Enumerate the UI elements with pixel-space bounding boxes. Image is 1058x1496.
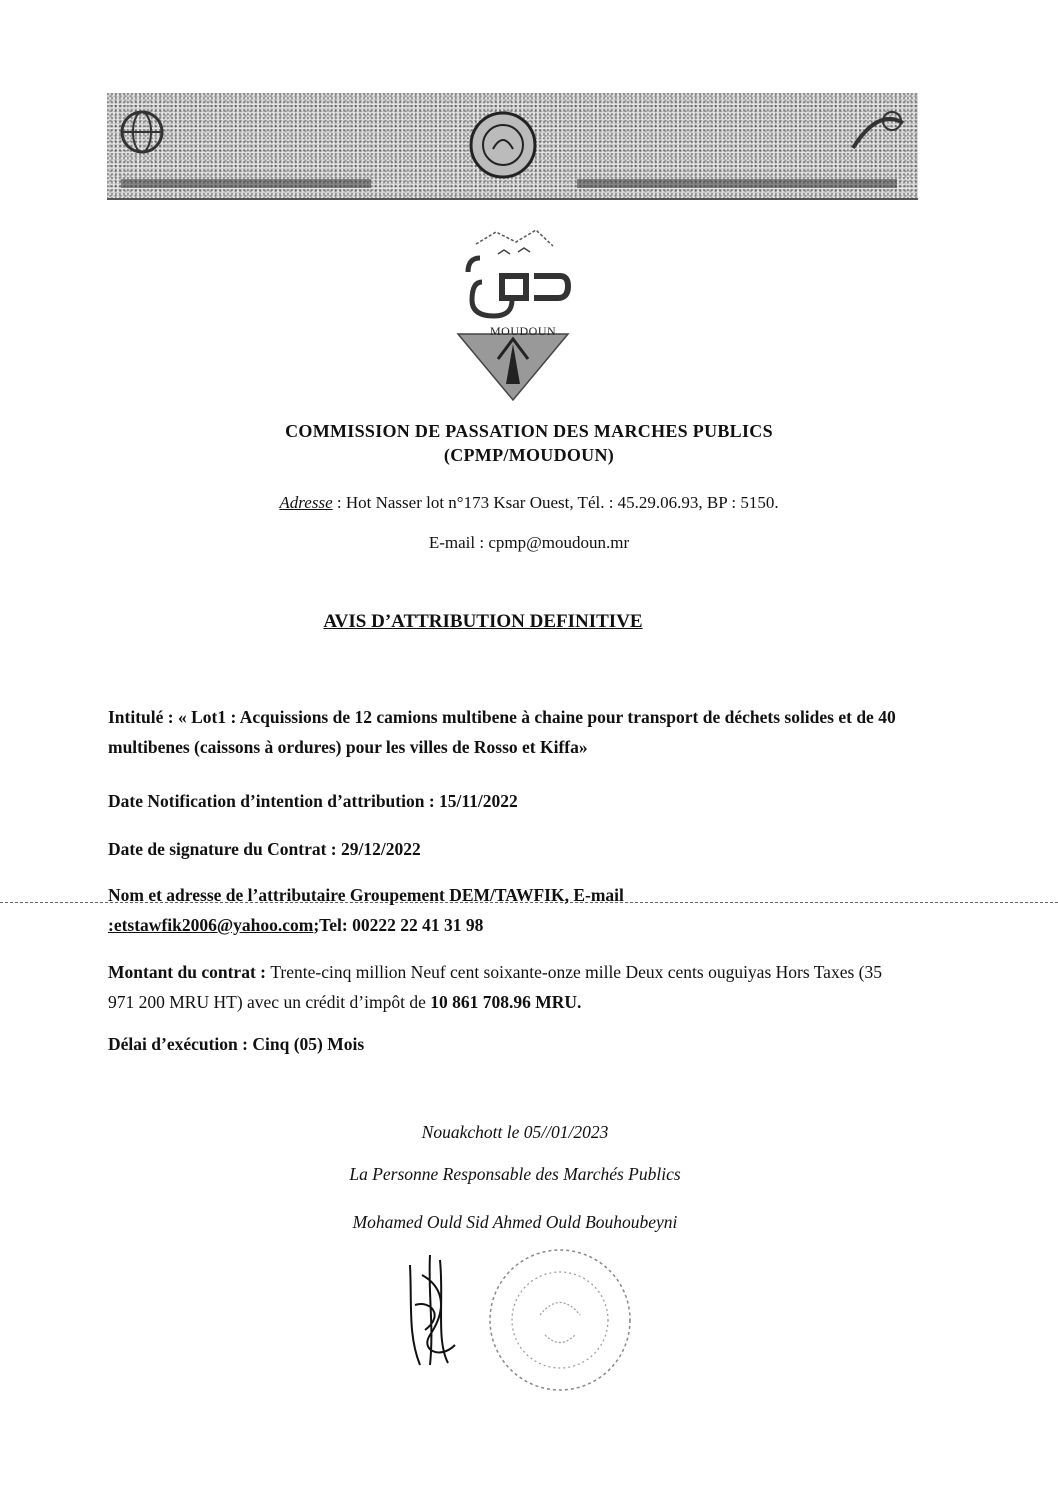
signatory-name: Mohamed Ould Sid Ahmed Ould Bouhoubeyni bbox=[352, 1212, 678, 1232]
official-stamp-icon bbox=[470, 1240, 650, 1400]
logo-caption: MOUDOUN bbox=[490, 324, 557, 338]
montant-text: Trente-cinq million Neuf cent soixante-onze mille Deux cents ouguiyas Hors Taxes (35 971 200 MRU HT) avec un crédit d’impôt de bbox=[108, 962, 882, 1012]
montant-paragraph bbox=[108, 957, 908, 1017]
emblem-seal-icon bbox=[467, 109, 539, 181]
organization-title bbox=[0, 419, 1058, 467]
address-line bbox=[0, 493, 1058, 513]
attributaire-phone: ;Tel: 00222 22 41 31 98 bbox=[313, 915, 484, 935]
intitule-paragraph: Intitulé : « Lot1 : Acquissions de 12 camions multibene à chaine pour transport de déchets solides et de 40 multibenes (caissons à ordures) pour les villes de Rosso et Kiffa» bbox=[108, 707, 896, 757]
address-text: : Hot Nasser lot n°173 Ksar Ouest, Tél. : 45.29.06.93, BP : 5150. bbox=[332, 493, 779, 512]
banner-caption-left bbox=[121, 179, 371, 188]
header-banner bbox=[107, 93, 918, 200]
attributaire-email[interactable]: :etstawfik2006@yahoo.com bbox=[108, 915, 314, 935]
email-line: E-mail : cpmp@moudoun.mr bbox=[428, 533, 630, 552]
banner-caption-right bbox=[577, 179, 897, 188]
notice-title: AVIS D’ATTRIBUTION DEFINITIVE bbox=[323, 611, 643, 632]
org-title-line2: (CPMP/MOUDOUN) bbox=[443, 445, 615, 465]
montant-credit: 10 861 708.96 MRU. bbox=[430, 992, 582, 1012]
notification-date: Date Notification d’intention d’attribution : 15/11/2022 bbox=[108, 791, 518, 811]
montant-label: Montant du contrat : bbox=[108, 962, 271, 982]
globe-logo-icon bbox=[117, 107, 167, 157]
handwritten-signature-icon bbox=[400, 1245, 480, 1375]
contract-signature-date: Date de signature du Contrat : 29/12/2022 bbox=[108, 839, 421, 859]
org-title-line1: COMMISSION DE PASSATION DES MARCHES PUBLICS bbox=[285, 421, 773, 441]
place-date: Nouakchott le 05//01/2023 bbox=[421, 1122, 609, 1142]
moudoun-logo-icon bbox=[438, 224, 588, 404]
attributaire-paragraph bbox=[108, 880, 828, 940]
delai-execution: Délai d’exécution : Cinq (05) Mois bbox=[108, 1034, 365, 1054]
signatory-role: La Personne Responsable des Marchés Publics bbox=[349, 1164, 681, 1184]
attributaire-line1: Nom et adresse de l’attributaire Groupement DEM/TAWFIK, E-mail bbox=[108, 885, 624, 905]
anniversary-badge-icon bbox=[848, 103, 908, 153]
address-label: Adresse bbox=[279, 493, 333, 512]
